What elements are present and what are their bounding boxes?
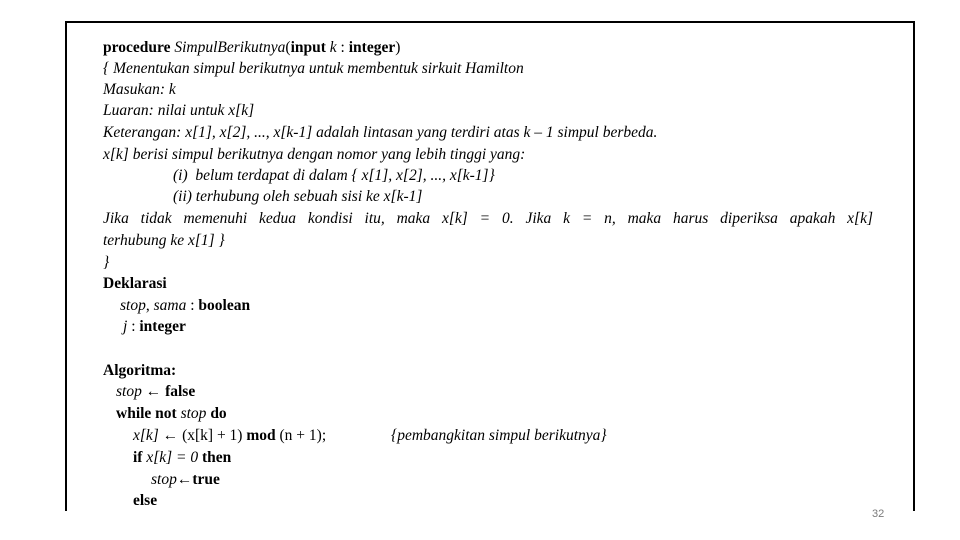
comment-text: Luaran: nilai untuk x[k] bbox=[103, 102, 255, 119]
algo-line-6 bbox=[133, 491, 157, 510]
declaration-line-1 bbox=[120, 296, 250, 315]
decl-colon: : bbox=[127, 318, 140, 335]
page-number: 32 bbox=[872, 508, 885, 520]
var-stop: stop bbox=[116, 383, 142, 400]
var-stop: stop bbox=[180, 405, 207, 422]
algo-line-1 bbox=[116, 382, 195, 401]
keyword-else: else bbox=[133, 492, 158, 509]
algorithm-title bbox=[103, 361, 176, 380]
var-sama: sama bbox=[153, 297, 187, 314]
comment-line-6 bbox=[173, 166, 495, 185]
comment-line-9 bbox=[103, 231, 225, 250]
comment-text: Masukan: k bbox=[103, 81, 176, 98]
comment-line-3 bbox=[103, 101, 254, 120]
assign-arrow: ← bbox=[141, 383, 166, 400]
type-integer: integer bbox=[139, 318, 186, 335]
procedure-name: SimpulBerikutnya bbox=[174, 39, 286, 56]
var-stop: stop bbox=[120, 297, 146, 314]
comment-line-4 bbox=[103, 123, 657, 142]
comment-line-5 bbox=[103, 145, 525, 164]
keyword-then: then bbox=[202, 449, 232, 466]
assign-lhs: x[k] bbox=[133, 427, 159, 444]
decl-colon: : bbox=[186, 297, 199, 314]
keyword-input: input bbox=[290, 39, 326, 56]
keyword-mod: mod bbox=[246, 427, 276, 444]
declarations-heading: Deklarasi bbox=[103, 275, 167, 292]
keyword-procedure: procedure bbox=[103, 39, 171, 56]
procedure-header bbox=[103, 38, 400, 57]
inline-comment: {pembangkitan simpul berikutnya} bbox=[391, 427, 607, 444]
type-integer: integer bbox=[348, 39, 396, 56]
value-true: true bbox=[192, 471, 220, 488]
algo-line-2 bbox=[116, 404, 227, 423]
if-condition: x[k] = 0 bbox=[146, 449, 199, 466]
keyword-if: if bbox=[133, 449, 143, 466]
comment-text: } bbox=[103, 254, 110, 271]
close-paren: ) bbox=[395, 39, 401, 56]
algo-line-4 bbox=[133, 448, 231, 467]
var-j: j bbox=[123, 318, 128, 335]
comment-line-2 bbox=[103, 80, 176, 99]
comment-line-7 bbox=[173, 187, 422, 206]
comment-text: Keterangan: x[1], x[2], ..., x[k-1] adalah lintasan yang terdiri atas k – 1 simpul berbeda. bbox=[103, 124, 658, 141]
open-paren: ( bbox=[285, 39, 291, 56]
algo-line-3-comment bbox=[391, 426, 607, 445]
value-false: false bbox=[165, 383, 196, 400]
assign-rhs-2: (n + 1); bbox=[279, 427, 327, 444]
algo-line-5 bbox=[151, 470, 220, 489]
assign-rhs-1: (x[k] + 1) bbox=[182, 427, 243, 444]
algorithm-heading: Algoritma: bbox=[103, 362, 177, 379]
declarations-title bbox=[103, 274, 167, 293]
algo-line-3 bbox=[133, 426, 326, 445]
declaration-line-2 bbox=[123, 317, 186, 336]
comment-text: { Menentukan simpul berikutnya untuk membentuk sirkuit Hamilton bbox=[103, 60, 524, 77]
comment-text: (ii) terhubung oleh sebuah sisi ke x[k-1] bbox=[173, 188, 423, 205]
var-separator: , bbox=[145, 297, 154, 314]
param-k: k bbox=[329, 39, 337, 56]
comment-text: x[k] berisi simpul berikutnya dengan nomor yang lebih tinggi yang: bbox=[103, 146, 526, 163]
keyword-while-not: while not bbox=[116, 405, 177, 422]
assign-arrow: ← bbox=[176, 471, 193, 488]
comment-text: (i) belum terdapat di dalam { x[1], x[2], ..., x[k-1]} bbox=[173, 167, 495, 184]
comment-text: terhubung ke x[1] } bbox=[103, 232, 225, 249]
comment-line-8 bbox=[103, 209, 873, 228]
comment-text: Jika tidak memenuhi kedua kondisi itu, maka x[k] = 0. Jika k = n, maka harus diperiksa apakah x[k] bbox=[103, 210, 873, 227]
comment-line-10 bbox=[103, 253, 109, 272]
param-colon: : bbox=[336, 39, 349, 56]
type-boolean: boolean bbox=[198, 297, 251, 314]
keyword-do: do bbox=[210, 405, 227, 422]
comment-line-1 bbox=[103, 59, 524, 78]
assign-arrow: ← bbox=[158, 427, 183, 444]
var-stop: stop bbox=[151, 471, 177, 488]
